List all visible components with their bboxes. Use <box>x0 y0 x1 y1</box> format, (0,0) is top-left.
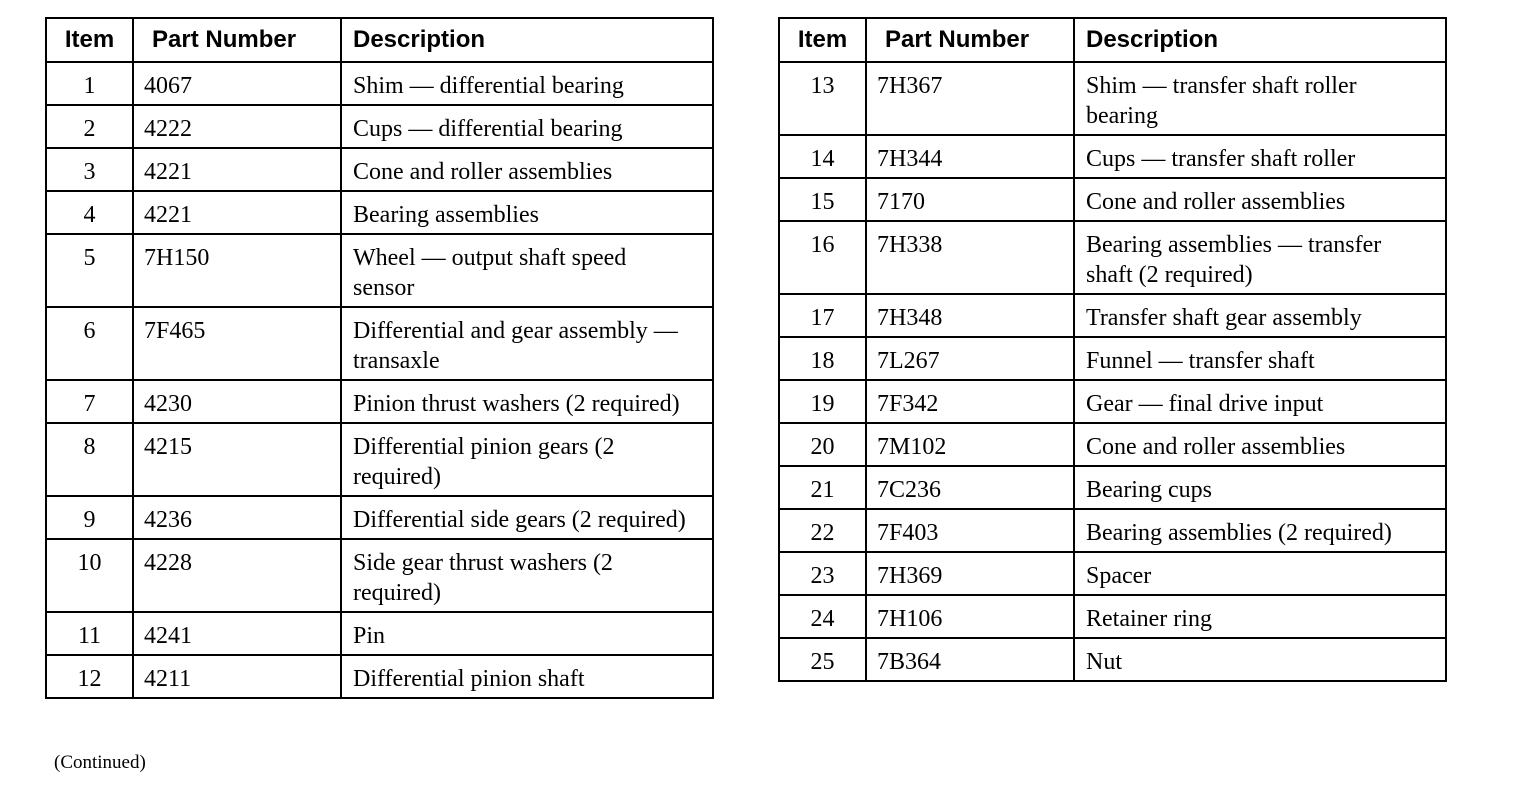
description-cell: Bearing assemblies <box>341 191 713 234</box>
table-row <box>46 496 713 539</box>
description-cell: Differential pinion shaft <box>341 655 713 698</box>
description-cell: Cone and roller assemblies <box>341 148 713 191</box>
item-cell: 8 <box>46 423 133 496</box>
part-number-cell: 4067 <box>133 62 341 105</box>
part-number-cell: 4241 <box>133 612 341 655</box>
table-row <box>779 423 1446 466</box>
item-cell: 6 <box>46 307 133 380</box>
header-row <box>46 18 713 62</box>
table-row <box>779 62 1446 135</box>
item-cell: 23 <box>779 552 866 595</box>
part-number-cell: 4211 <box>133 655 341 698</box>
part-number-cell: 7F403 <box>866 509 1074 552</box>
item-cell: 25 <box>779 638 866 681</box>
header-description: Description <box>341 18 713 62</box>
item-cell: 13 <box>779 62 866 135</box>
item-cell: 1 <box>46 62 133 105</box>
part-number-cell: 4221 <box>133 148 341 191</box>
part-number-cell: 4215 <box>133 423 341 496</box>
table-row <box>46 539 713 612</box>
header-part-number: Part Number <box>133 18 341 62</box>
part-number-cell: 7F465 <box>133 307 341 380</box>
description-cell: Cups — differential bearing <box>341 105 713 148</box>
table-row <box>779 294 1446 337</box>
header-item: Item <box>779 18 866 62</box>
table-row <box>779 638 1446 681</box>
description-cell: Pinion thrust washers (2 required) <box>341 380 713 423</box>
description-cell: Funnel — transfer shaft <box>1074 337 1446 380</box>
item-cell: 16 <box>779 221 866 294</box>
parts-table-left <box>45 17 714 699</box>
part-number-cell: 7H106 <box>866 595 1074 638</box>
item-cell: 24 <box>779 595 866 638</box>
header-item: Item <box>46 18 133 62</box>
table-row <box>46 307 713 380</box>
header-row <box>779 18 1446 62</box>
part-number-cell: 7F342 <box>866 380 1074 423</box>
description-cell: Cone and roller assemblies <box>1074 423 1446 466</box>
item-cell: 20 <box>779 423 866 466</box>
item-cell: 17 <box>779 294 866 337</box>
part-number-cell: 7M102 <box>866 423 1074 466</box>
item-cell: 19 <box>779 380 866 423</box>
description-cell: Differential pinion gears (2 required) <box>341 423 713 496</box>
item-cell: 10 <box>46 539 133 612</box>
part-number-cell: 7170 <box>866 178 1074 221</box>
part-number-cell: 7L267 <box>866 337 1074 380</box>
part-number-cell: 7H348 <box>866 294 1074 337</box>
continued-note: (Continued) <box>54 752 146 773</box>
part-number-cell: 7H367 <box>866 62 1074 135</box>
description-cell: Wheel — output shaft speed sensor <box>341 234 713 307</box>
table-row <box>779 509 1446 552</box>
part-number-cell: 7H369 <box>866 552 1074 595</box>
table-row <box>46 655 713 698</box>
description-cell: Shim — differential bearing <box>341 62 713 105</box>
item-cell: 7 <box>46 380 133 423</box>
description-cell: Bearing assemblies (2 required) <box>1074 509 1446 552</box>
description-cell: Differential side gears (2 required) <box>341 496 713 539</box>
part-number-cell: 4222 <box>133 105 341 148</box>
description-cell: Cups — transfer shaft roller <box>1074 135 1446 178</box>
item-cell: 15 <box>779 178 866 221</box>
part-number-cell: 4221 <box>133 191 341 234</box>
item-cell: 2 <box>46 105 133 148</box>
table-row <box>779 135 1446 178</box>
description-cell: Bearing assemblies — transfer shaft (2 required) <box>1074 221 1446 294</box>
parts-table-right <box>778 17 1447 682</box>
table-row <box>779 595 1446 638</box>
table-row <box>46 105 713 148</box>
item-cell: 18 <box>779 337 866 380</box>
item-cell: 11 <box>46 612 133 655</box>
table-row <box>46 380 713 423</box>
table-row <box>779 178 1446 221</box>
table-row <box>46 148 713 191</box>
description-cell: Gear — final drive input <box>1074 380 1446 423</box>
description-cell: Pin <box>341 612 713 655</box>
description-cell: Nut <box>1074 638 1446 681</box>
item-cell: 12 <box>46 655 133 698</box>
item-cell: 9 <box>46 496 133 539</box>
description-cell: Differential and gear assembly — transaxle <box>341 307 713 380</box>
table-row <box>779 552 1446 595</box>
description-cell: Bearing cups <box>1074 466 1446 509</box>
part-number-cell: 4230 <box>133 380 341 423</box>
part-number-cell: 7H338 <box>866 221 1074 294</box>
item-cell: 3 <box>46 148 133 191</box>
item-cell: 4 <box>46 191 133 234</box>
description-cell: Side gear thrust washers (2 required) <box>341 539 713 612</box>
table-row <box>46 191 713 234</box>
description-cell: Retainer ring <box>1074 595 1446 638</box>
table-row <box>46 62 713 105</box>
part-number-cell: 7H150 <box>133 234 341 307</box>
table-row <box>46 423 713 496</box>
part-number-cell: 7H344 <box>866 135 1074 178</box>
item-cell: 14 <box>779 135 866 178</box>
header-description: Description <box>1074 18 1446 62</box>
description-cell: Spacer <box>1074 552 1446 595</box>
item-cell: 22 <box>779 509 866 552</box>
table-row <box>46 234 713 307</box>
table-row <box>779 337 1446 380</box>
description-cell: Shim — transfer shaft roller bearing <box>1074 62 1446 135</box>
part-number-cell: 4236 <box>133 496 341 539</box>
table-row <box>779 380 1446 423</box>
item-cell: 21 <box>779 466 866 509</box>
table-row <box>779 466 1446 509</box>
header-part-number: Part Number <box>866 18 1074 62</box>
item-cell: 5 <box>46 234 133 307</box>
part-number-cell: 7C236 <box>866 466 1074 509</box>
table-row <box>779 221 1446 294</box>
part-number-cell: 7B364 <box>866 638 1074 681</box>
part-number-cell: 4228 <box>133 539 341 612</box>
table-row <box>46 612 713 655</box>
description-cell: Transfer shaft gear assembly <box>1074 294 1446 337</box>
description-cell: Cone and roller assemblies <box>1074 178 1446 221</box>
